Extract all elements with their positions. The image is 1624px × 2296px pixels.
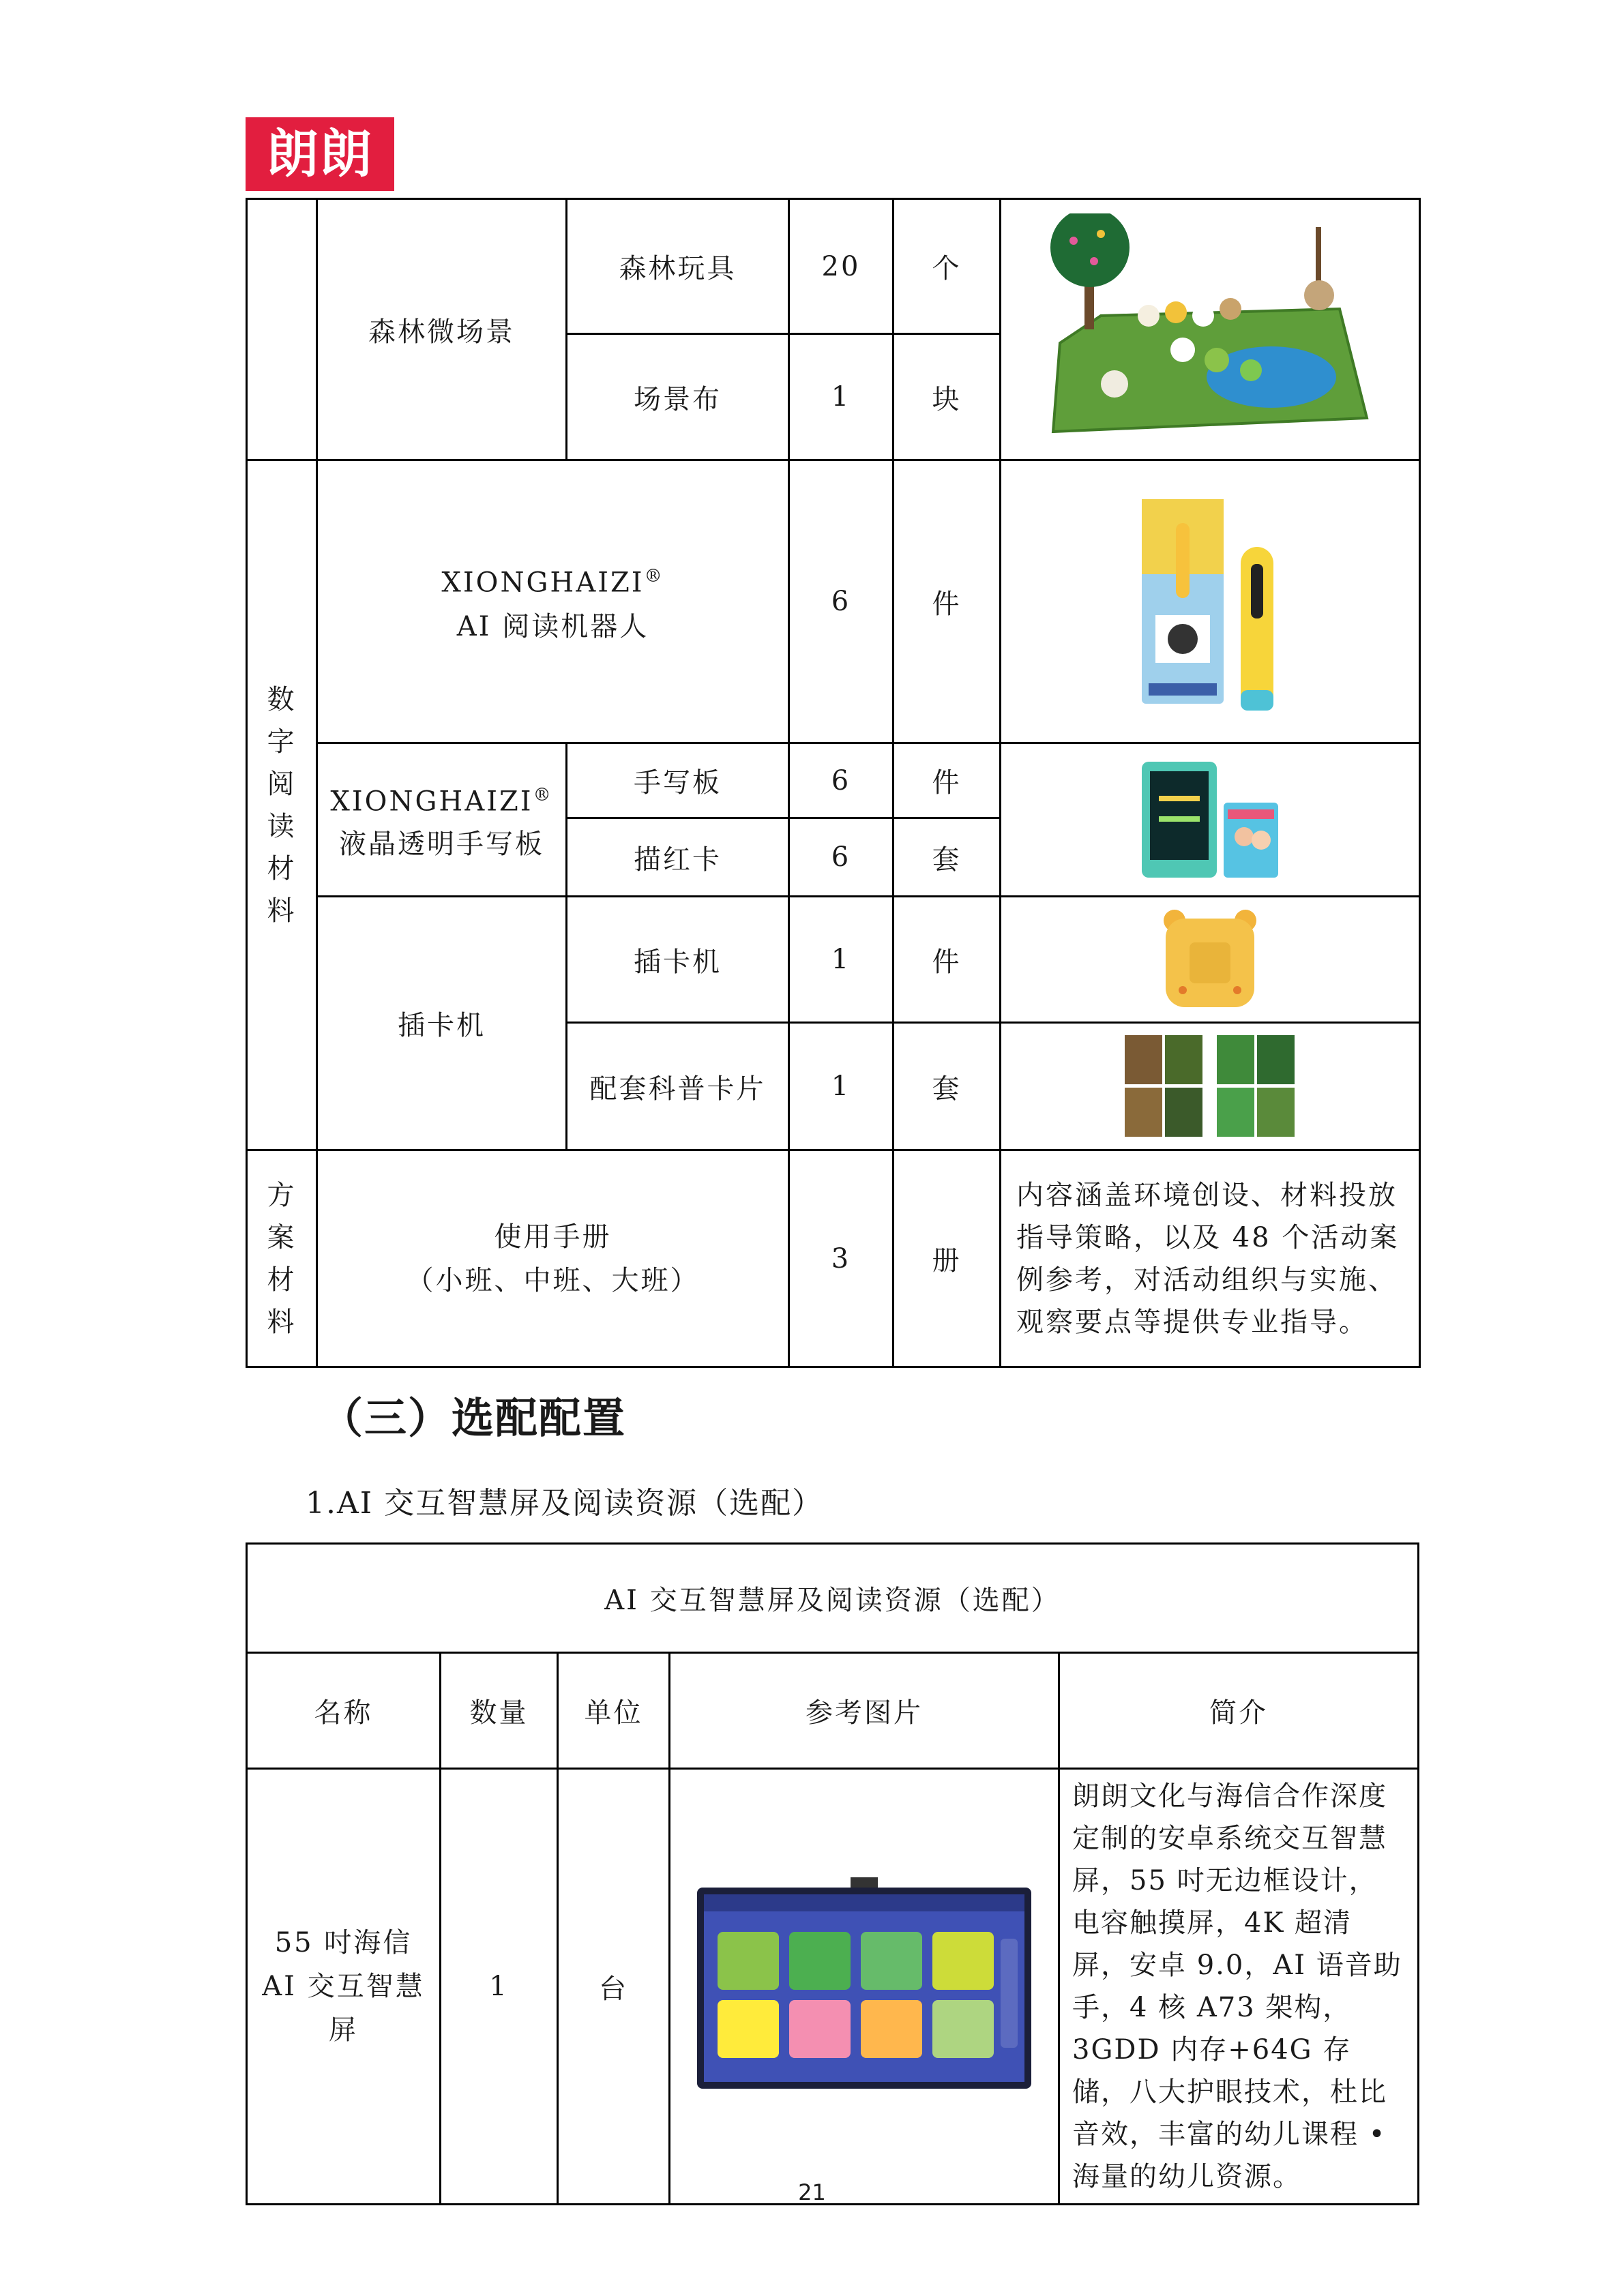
tracing-card-unit: 套	[894, 818, 1001, 897]
science-cards-qty: 1	[789, 1023, 894, 1150]
forest-toy-qty: 20	[789, 199, 894, 334]
header-image: 参考图片	[670, 1653, 1059, 1769]
forest-toy-unit: 个	[894, 199, 1001, 334]
materials-table	[246, 198, 1421, 1368]
forest-toy-name: 森林玩具	[567, 199, 789, 334]
science-cards-unit: 套	[894, 1023, 1001, 1150]
card-machine-image-cell	[1001, 897, 1420, 1023]
section-heading: （三）选配配置	[321, 1393, 627, 1443]
robot-image-cell	[1001, 460, 1420, 743]
robot-unit: 件	[894, 460, 1001, 743]
science-cards-image-cell	[1001, 1023, 1420, 1150]
table2-title: AI 交互智慧屏及阅读资源（选配）	[247, 1544, 1419, 1653]
scene-cloth-name: 场景布	[567, 334, 789, 460]
smart-screen-image	[694, 1877, 1035, 2096]
page-number: 21	[798, 2179, 826, 2205]
manual-description: 内容涵盖环境创设、材料投放指导策略，以及 48 个活动案例参考，对活动组织与实施、观察要点等提供专业指导。	[1001, 1150, 1420, 1367]
writing-board-qty: 6	[789, 743, 894, 818]
section-subheading: 1.AI 交互智慧屏及阅读资源（选配）	[306, 1486, 824, 1521]
card-machine-name: 插卡机	[567, 897, 789, 1023]
robot-label: XIONGHAIZI® AI 阅读机器人	[317, 460, 789, 743]
scene-cloth-qty: 1	[789, 334, 894, 460]
card-machine-qty: 1	[789, 897, 894, 1023]
writing-board-unit: 件	[894, 743, 1001, 818]
screen-unit: 台	[558, 1769, 670, 2205]
robot-qty: 6	[789, 460, 894, 743]
header-unit: 单位	[558, 1653, 670, 1769]
tracing-card-qty: 6	[789, 818, 894, 897]
card-machine-group-label: 插卡机	[317, 897, 567, 1150]
screen-description: 朗朗文化与海信合作深度定制的安卓系统交互智慧屏，55 吋无边框设计，电容触摸屏，4K 超清屏，安卓 9.0，AI 语音助手，4 核 A73 架构，3GDD 内存+64G 存储，八大护眼技术，杜比音效，丰富的幼儿课程 •海量的幼儿资源。	[1059, 1769, 1419, 2205]
board-image-cell	[1001, 743, 1420, 897]
board-label: XIONGHAIZI® 液晶透明手写板	[317, 743, 567, 897]
science-cards-name: 配套科普卡片	[567, 1023, 789, 1150]
manual-unit: 册	[894, 1150, 1001, 1367]
scene-cloth-unit: 块	[894, 334, 1001, 460]
writing-board-name: 手写板	[567, 743, 789, 818]
card-machine-unit: 件	[894, 897, 1001, 1023]
tracing-card-name: 描红卡	[567, 818, 789, 897]
screen-image-cell	[670, 1769, 1059, 2205]
forest-scene-label: 森林微场景	[317, 199, 567, 460]
category-digital-reading: 数 字 阅 读 材 料	[247, 460, 317, 1150]
category-cell-blank	[247, 199, 317, 460]
card-machine-image	[1162, 908, 1258, 1011]
science-cards-image	[1121, 1032, 1299, 1141]
forest-scene-image	[1046, 213, 1374, 445]
screen-name: 55 吋海信 AI 交互智慧屏	[247, 1769, 441, 2205]
forest-scene-image-cell	[1001, 199, 1420, 460]
header-intro: 简介	[1059, 1653, 1419, 1769]
screen-qty: 1	[441, 1769, 558, 2205]
board-image	[1135, 755, 1285, 884]
optional-screen-table	[246, 1542, 1419, 2205]
manual-qty: 3	[789, 1150, 894, 1367]
manual-label: 使用手册 （小班、中班、大班）	[317, 1150, 789, 1367]
header-qty: 数量	[441, 1653, 558, 1769]
header-name: 名称	[247, 1653, 441, 1769]
category-plan-materials: 方 案 材 料	[247, 1150, 317, 1367]
robot-image	[1128, 486, 1292, 717]
brand-logo: 朗朗	[246, 117, 394, 191]
